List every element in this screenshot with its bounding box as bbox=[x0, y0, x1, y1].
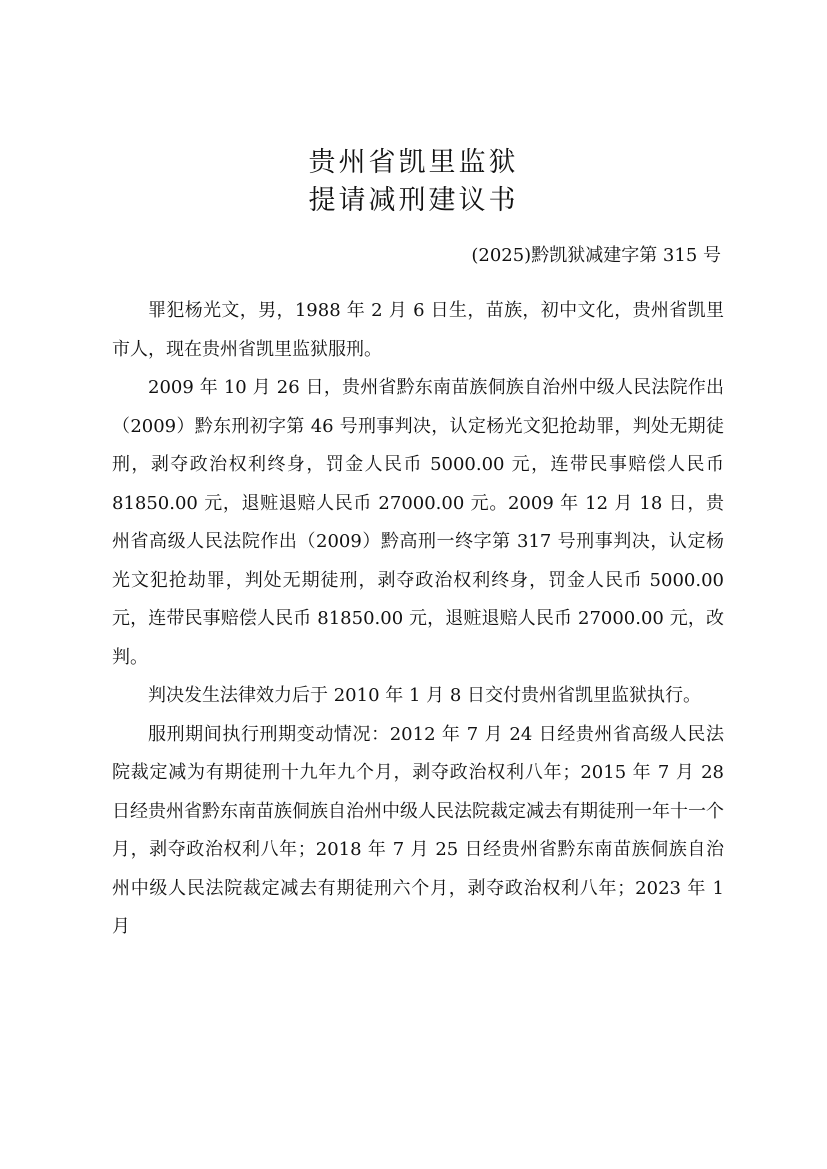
paragraph-offender-info: 罪犯杨光文，男，1988 年 2 月 6 日生，苗族，初中文化，贵州省凯里市人，现在贵州省凯里监狱服刑。 bbox=[112, 300, 724, 360]
paragraph-judgment-history: 2009 年 10 月 26 日，贵州省黔东南苗族侗族自治州中级人民法院作出（2009）黔东刑初字第 46 号刑事判决，认定杨光文犯抢劫罪，判处无期徒刑，剥夺政治权利终身，罚金人民币 5000.00 元，连带民事赔偿人民币 81850.00 元，退赃退赔人民币 27000.00 元。2009 年 12 月 18 日，贵州省高级人民法院作出（2009）黔高刑一终字第 317 号刑事判决，认定杨光文犯抢劫罪，判处无期徒刑，剥夺政治权利终身，罚金人民币 5000.00 元，连带民事赔偿人民币 81850.00 元，退赃退赔人民币 27000.00 元，改判。 bbox=[112, 377, 724, 668]
title-issuer: 贵州省凯里监狱 bbox=[308, 147, 519, 178]
document-body bbox=[112, 292, 724, 947]
title-document-type: 提请减刑建议书 bbox=[308, 185, 519, 216]
document-title bbox=[0, 144, 827, 220]
paragraph-execution-start: 判决发生法律效力后于 2010 年 1 月 8 日交付贵州省凯里监狱执行。 bbox=[148, 685, 702, 706]
paragraph-sentence-changes: 服刑期间执行刑期变动情况：2012 年 7 月 24 日经贵州省高级人民法院裁定减为有期徒刑十九年九个月，剥夺政治权利八年；2015 年 7 月 28 日经贵州省黔东南苗族侗族自治州中级人民法院裁定减去有期徒刑一年十一个月，剥夺政治权利八年；2018 年 7 月 25 日经贵州省黔东南苗族侗族自治州中级人民法院裁定减去有期徒刑六个月，剥夺政治权利八年；2023 年 1 月 bbox=[112, 723, 724, 937]
document-number: (2025)黔凯狱减建字第 315 号 bbox=[471, 245, 721, 266]
